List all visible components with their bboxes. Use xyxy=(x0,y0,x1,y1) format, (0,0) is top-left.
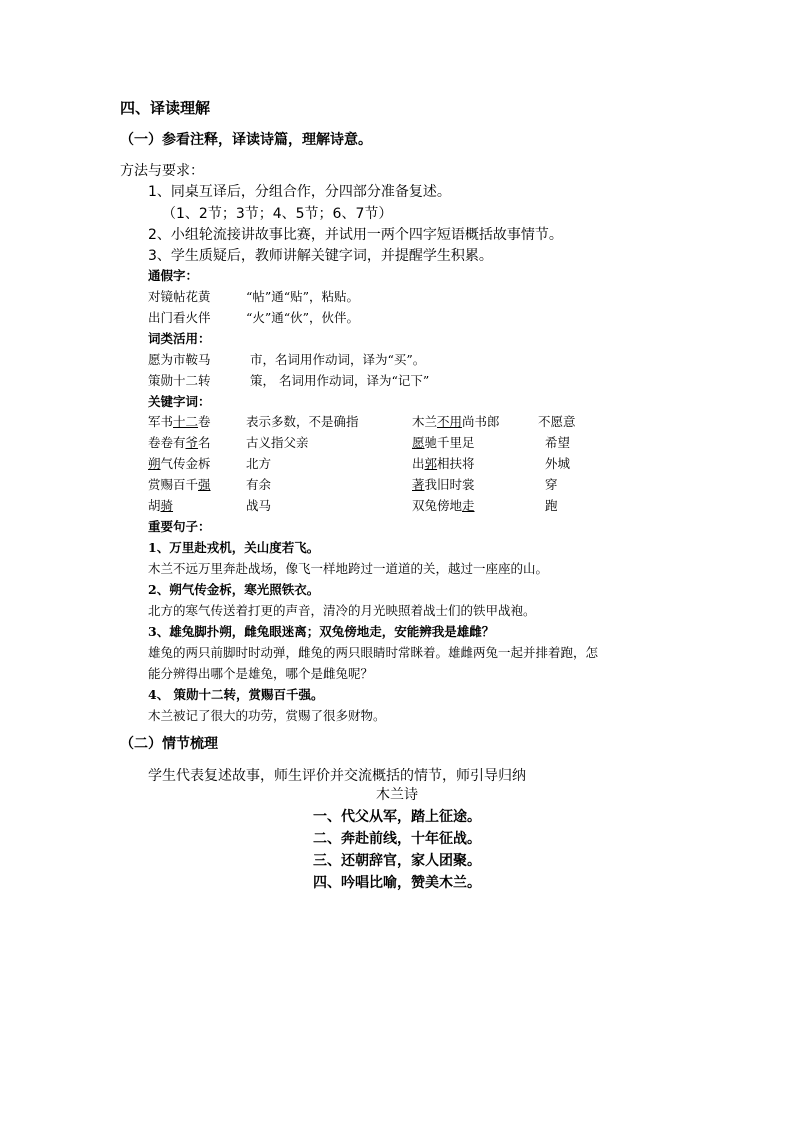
key-sentence: 1、万里赴戎机，关山度若飞。 xyxy=(148,540,320,555)
tongjia-note: “火”通“伙”，伙伴。 xyxy=(246,310,360,325)
keyword-meaning: 表示多数，不是确指 xyxy=(246,414,359,429)
keyword-term: 胡骑 xyxy=(148,498,174,513)
keyword-meaning: 穿 xyxy=(545,477,558,492)
keyword-term: 愿驰千里足 xyxy=(412,435,475,450)
step-1: 1、同桌互译后，分组合作，分四部分准备复述。 xyxy=(148,184,451,200)
keyword-meaning: 有余 xyxy=(246,477,272,492)
zhongyao-label: 重要句子： xyxy=(148,519,211,534)
key-sentence: 3、雄兔脚扑朔，雌兔眼迷离；双兔傍地走，安能辨我是雄雌？ xyxy=(148,624,495,639)
tongjia-phrase: 出门看火伴 xyxy=(148,310,211,325)
keyword-term: 赏赐百千强 xyxy=(148,477,211,492)
tongjia-phrase: 对镜帖花黄 xyxy=(148,289,211,304)
keyword-meaning: 希望 xyxy=(545,435,571,450)
keyword-meaning: 外城 xyxy=(545,456,571,471)
keyword-meaning: 不愿意 xyxy=(538,414,576,429)
keyword-term: 双兔傍地走 xyxy=(412,498,475,513)
keyword-term: 出郭相扶将 xyxy=(412,456,475,471)
keyword-meaning: 战马 xyxy=(246,498,272,513)
sentence-translation: 木兰被记了很大的功劳，赏赐了很多财物。 xyxy=(148,708,386,723)
step-2: 2、小组轮流接讲故事比赛，并试用一两个四字短语概括故事情节。 xyxy=(148,227,563,243)
subsection-title-1: （一）参看注释，译读诗篇，理解诗意。 xyxy=(120,132,372,148)
sentence-translation: 北方的寒气传送着打更的声音，清冷的月光映照着战士们的铁甲战袍。 xyxy=(148,603,536,618)
cilei-note: 市，名词用作动词，译为“买”。 xyxy=(250,352,426,367)
key-sentence: 2、朔气传金柝，寒光照铁衣。 xyxy=(148,582,320,597)
cilei-phrase: 策勋十二转 xyxy=(148,373,211,388)
keyword-term: 朔气传金柝 xyxy=(148,456,211,471)
section-heading: 四、译读理解 xyxy=(120,99,211,117)
sentence-translation: 雄兔的两只前脚时时动弹，雌兔的两只眼睛时常眯着。雄雌两兔一起并排着跑，怎 xyxy=(148,645,599,660)
tongjia-note: “帖”通“贴”，粘贴。 xyxy=(246,289,360,304)
key-sentence: 4、 策勋十二转，赏赐百千强。 xyxy=(148,687,324,702)
sentence-translation: 木兰不远万里奔赴战场，像飞一样地跨过一道道的关，越过一座座的山。 xyxy=(148,561,549,576)
method-label: 方法与要求： xyxy=(120,163,204,179)
subsection-title-2: （二）情节梳理 xyxy=(120,736,218,752)
keyword-meaning: 跑 xyxy=(545,498,558,513)
cilei-note: 策， 名词用作动词，译为“记下” xyxy=(250,373,430,388)
plot-point: 二、奔赴前线，十年征战。 xyxy=(313,831,481,847)
plot-point: 三、还朝辞官，家人团聚。 xyxy=(313,853,481,869)
plot-intro: 学生代表复述故事，师生评价并交流概括的情节，师引导归纳 xyxy=(148,768,526,784)
cilei-phrase: 愿为市鞍马 xyxy=(148,352,211,367)
keyword-meaning: 古义指父亲 xyxy=(246,435,309,450)
keyword-term: 著我旧时裳 xyxy=(412,477,475,492)
tongjia-label: 通假字： xyxy=(148,268,199,283)
step-3: 3、学生质疑后，教师讲解关键字词，并提醒学生积累。 xyxy=(148,248,493,264)
sentence-translation-cont: 能分辨得出哪个是雄兔，哪个是雌兔呢？ xyxy=(148,666,374,681)
keyword-meaning: 北方 xyxy=(246,456,272,471)
plot-point: 一、代父从军，踏上征途。 xyxy=(313,809,481,825)
guanjian-label: 关键字词： xyxy=(148,394,211,409)
poem-title: 木兰诗 xyxy=(376,787,418,803)
cilei-label: 词类活用： xyxy=(148,331,211,346)
step-1-parts: （1、2节；3节；4、5节；6、7节） xyxy=(162,206,393,222)
keyword-term: 军书十二卷 xyxy=(148,414,211,429)
keyword-term: 木兰不用尚书郎 xyxy=(412,414,500,429)
keyword-term: 卷卷有爷名 xyxy=(148,435,211,450)
plot-point: 四、吟唱比喻，赞美木兰。 xyxy=(313,875,481,891)
